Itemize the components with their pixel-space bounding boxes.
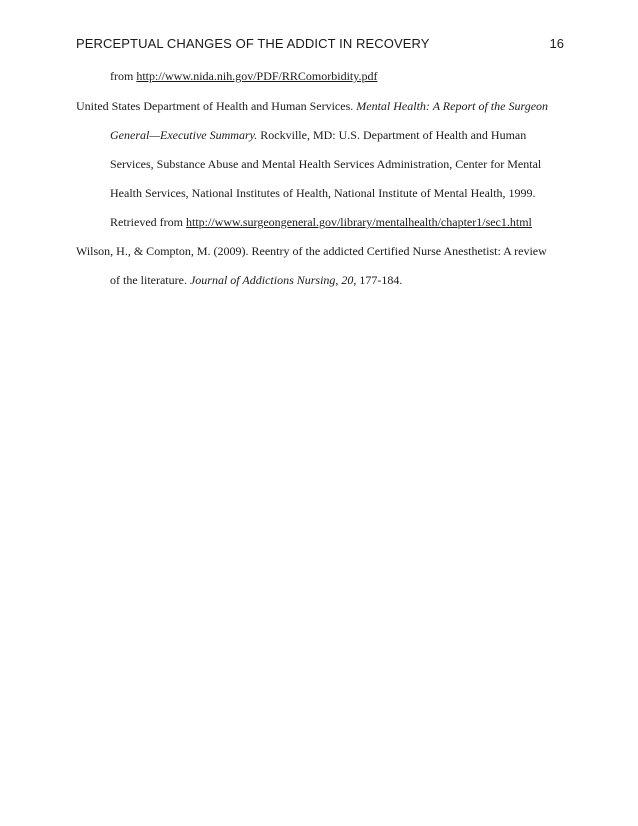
reference-2-line-2 [110,128,526,142]
ref3-pages: , 177-184. [353,273,403,287]
ref2-retrieved-prefix: Retrieved from [110,215,186,229]
ref2-pub-a: Rockville, MD: U.S. Department of Health and Human [257,128,527,142]
reference-2-line-3: Services, Substance Abuse and Mental Health Services Administration, Center for Mental [110,157,542,171]
ref1-prefix: from [110,69,137,83]
reference-2-line-5 [110,215,532,229]
ref2-url-link[interactable]: http://www.surgeongeneral.gov/library/mentalhealth/chapter1/sec1.html [185,215,532,229]
reference-3-line-2 [110,273,402,287]
reference-3-line-1: Wilson, H., & Compton, M. (2009). Reentry of the addicted Certified Nurse Anesthetist: A review [76,244,547,258]
reference-1-continuation [110,69,377,83]
ref3-journal: Journal of Addictions Nursing, 20 [189,273,354,287]
ref3-prefix: of the literature. [110,273,190,287]
running-head: PERCEPTUAL CHANGES OF THE ADDICT IN RECOVERY [76,36,430,51]
ref2-title-a: Mental Health: A Report of the Surgeon [356,99,549,113]
reference-2-line-1 [76,99,548,113]
ref2-author: United States Department of Health and Human Services. [76,99,357,113]
ref1-url-link[interactable]: http://www.nida.nih.gov/PDF/RRComorbidity.pdf [136,69,378,83]
page-number: 16 [549,36,564,51]
reference-2-line-4: Health Services, National Institutes of Health, National Institute of Mental Health, 1999. [110,186,536,200]
ref2-title-b: General—Executive Summary. [110,128,258,142]
